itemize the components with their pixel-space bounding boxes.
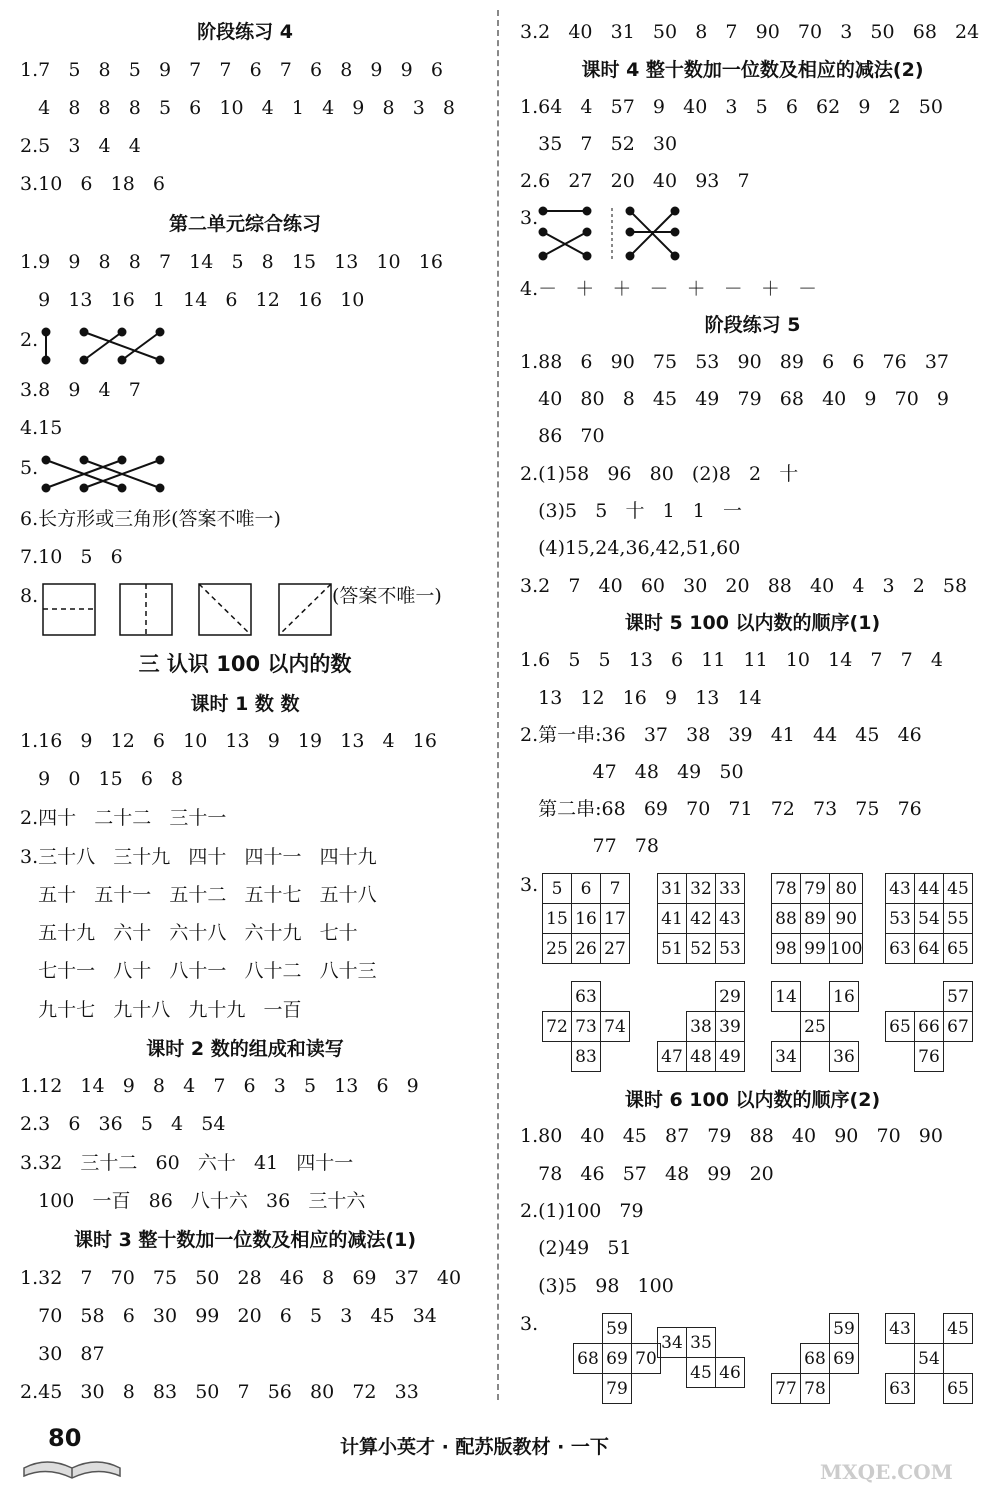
grid-cell: 74	[601, 1012, 630, 1042]
grid-cell	[601, 982, 630, 1012]
grid-cell: 52	[687, 934, 716, 964]
grid-cell	[944, 1344, 973, 1374]
lesson-heading: 课时 6 100 以内数的顺序(2)	[624, 1089, 881, 1111]
answer-line: (2)49 51	[520, 1237, 632, 1259]
grid-cell: 25	[801, 1012, 830, 1042]
answer-line: 3.8 9 4 7	[20, 379, 141, 401]
number-grid	[771, 1313, 859, 1404]
grid-cell: 54	[915, 904, 944, 934]
answer-line: 3.	[520, 1313, 539, 1335]
number-grid	[885, 873, 973, 964]
number-grid	[542, 981, 630, 1072]
grid-cell	[886, 1042, 915, 1072]
answer-line: 78 46 57 48 99 20	[520, 1163, 774, 1185]
grid-cell: 69	[603, 1344, 632, 1374]
number-grid	[657, 873, 745, 964]
grid-cell: 99	[801, 934, 830, 964]
answer-line: 2.(1)58 96 80 (2)8 2 十	[520, 463, 799, 485]
answer-line: 35 7 52 30	[520, 133, 678, 155]
answer-line: 九十七 九十八 九十九 一百	[20, 999, 302, 1021]
page-number: 80	[48, 1424, 82, 1452]
grid-cell: 35	[687, 1328, 716, 1358]
grid-cell: 63	[886, 934, 915, 964]
section-heading: 阶段练习 4	[197, 21, 293, 43]
answer-line: 9 0 15 6 8	[20, 768, 184, 790]
grid-cell: 42	[687, 904, 716, 934]
grid-cell	[543, 982, 572, 1012]
grid-cell: 65	[944, 934, 973, 964]
answer-line: 2.	[20, 329, 39, 351]
footer-title: 计算小英才 · 配苏版教材 · 一下	[340, 1436, 609, 1458]
grid-cell: 49	[716, 1042, 745, 1072]
grid-cell: 100	[830, 934, 863, 964]
grid-cell: 70	[632, 1344, 661, 1374]
grid-cell: 77	[772, 1374, 801, 1404]
answer-line: 77 78	[520, 835, 659, 857]
grid-cell: 98	[772, 934, 801, 964]
grid-cell: 63	[886, 1374, 915, 1404]
grid-cell: 45	[944, 1314, 973, 1344]
answer-line: 86 70	[520, 425, 605, 447]
grid-cell: 72	[543, 1012, 572, 1042]
answer-line: 1.12 14 9 8 4 7 6 3 5 13 6 9	[20, 1075, 419, 1097]
answer-line: 9 13 16 1 14 6 12 16 10	[20, 289, 365, 311]
answer-line: 4.－ ＋ ＋ － ＋ － ＋ －	[520, 278, 817, 300]
grid-cell	[886, 1344, 915, 1374]
grid-cell: 90	[830, 904, 863, 934]
answer-line: 2.5 3 4 4	[20, 135, 141, 157]
grid-cell: 25	[543, 934, 572, 964]
grid-cell: 7	[601, 874, 630, 904]
number-grid	[657, 981, 745, 1072]
grid-cell	[915, 1374, 944, 1404]
answer-line: 3.三十八 三十九 四十 四十一 四十九	[20, 846, 377, 868]
grid-cell	[658, 982, 687, 1012]
answer-line: 3.2 7 40 60 30 20 88 40 4 3 2 58	[520, 575, 968, 597]
lesson-heading: 课时 1 数 数	[190, 693, 300, 715]
grid-cell: 63	[572, 982, 601, 1012]
grid-cell	[801, 982, 830, 1012]
answer-line: 30 87	[20, 1343, 105, 1365]
grid-cell: 55	[944, 904, 973, 934]
grid-cell: 68	[574, 1344, 603, 1374]
answer-note: (答案不唯一)	[332, 585, 442, 607]
grid-cell	[658, 1012, 687, 1042]
grid-cell: 43	[886, 1314, 915, 1344]
page-footer	[0, 1418, 1000, 1487]
answer-line: 40 80 8 45 49 79 68 40 9 70 9	[520, 388, 949, 410]
grid-cell: 39	[716, 1012, 745, 1042]
grid-cell: 76	[915, 1042, 944, 1072]
grid-cell	[658, 1358, 687, 1388]
answer-line: 2.3 6 36 5 4 54	[20, 1113, 226, 1135]
grid-cell: 16	[572, 904, 601, 934]
grid-cell: 6	[572, 874, 601, 904]
grid-cell: 59	[603, 1314, 632, 1344]
grid-cell: 31	[658, 874, 687, 904]
grid-cell: 36	[830, 1042, 859, 1072]
answer-line: 8.	[20, 585, 39, 607]
square-division-diagram	[42, 583, 342, 637]
grid-cell	[944, 1042, 973, 1072]
answer-line: 1.80 40 45 87 79 88 40 90 70 90	[520, 1125, 943, 1147]
grid-cell: 41	[658, 904, 687, 934]
grid-cell	[830, 1374, 859, 1404]
grid-cell: 57	[944, 982, 973, 1012]
answer-line: 1.9 9 8 8 7 14 5 8 15 13 10 16	[20, 251, 443, 273]
answer-line: (3)5 5 十 1 1 一	[520, 500, 742, 522]
grid-cell	[601, 1042, 630, 1072]
grid-cell: 44	[915, 874, 944, 904]
grid-cell: 78	[801, 1374, 830, 1404]
grid-cell: 33	[716, 874, 745, 904]
answer-line: 2.(1)100 79	[520, 1200, 644, 1222]
matching-lines-diagram	[40, 326, 170, 366]
answer-line: 100 一百 86 八十六 36 三十六	[20, 1190, 366, 1212]
grid-cell: 65	[886, 1012, 915, 1042]
answer-line: 第二串:68 69 70 71 72 73 75 76	[520, 798, 922, 820]
number-grid	[885, 1313, 973, 1404]
grid-cell: 16	[830, 982, 859, 1012]
grid-cell	[772, 1012, 801, 1042]
answer-line: 七十一 八十 八十一 八十二 八十三	[20, 960, 377, 982]
answer-line: 7.10 5 6	[20, 546, 123, 568]
answer-line: 4 8 8 8 5 6 10 4 1 4 9 8 3 8	[20, 97, 455, 119]
answer-line: 70 58 6 30 99 20 6 5 3 45 34	[20, 1305, 437, 1327]
number-grid	[573, 1313, 661, 1404]
number-grid	[771, 873, 863, 964]
section-heading: 阶段练习 5	[704, 314, 801, 336]
answer-line: 3.32 三十二 60 六十 41 四十一	[20, 1152, 354, 1174]
answer-line: (4)15,24,36,42,51,60	[520, 537, 741, 559]
grid-cell: 59	[830, 1314, 859, 1344]
grid-cell	[915, 982, 944, 1012]
grid-cell	[830, 1012, 859, 1042]
grid-cell: 34	[772, 1042, 801, 1072]
answer-line: 3.	[520, 874, 539, 896]
grid-cell: 26	[572, 934, 601, 964]
answer-line: 4.15	[20, 417, 63, 439]
answer-line: 1.64 4 57 9 40 3 5 6 62 9 2 50	[520, 96, 943, 118]
answer-line: 2.45 30 8 83 50 7 56 80 72 33	[20, 1381, 419, 1403]
grid-cell: 83	[572, 1042, 601, 1072]
grid-cell	[574, 1374, 603, 1404]
grid-cell: 53	[886, 904, 915, 934]
grid-cell: 45	[944, 874, 973, 904]
lesson-heading: 课时 3 整十数加一位数及相应的减法(1)	[73, 1229, 417, 1251]
grid-cell: 43	[716, 904, 745, 934]
grid-cell	[574, 1314, 603, 1344]
grid-cell: 73	[572, 1012, 601, 1042]
answer-line: 1.6 5 5 13 6 11 11 10 14 7 7 4	[520, 649, 943, 671]
answer-line: 6.长方形或三角形(答案不唯一)	[20, 508, 281, 530]
answer-line: 47 48 49 50	[520, 761, 744, 783]
grid-cell: 29	[716, 982, 745, 1012]
answer-line: 1.7 5 8 5 9 7 7 6 7 6 8 9 9 6	[20, 59, 443, 81]
grid-cell: 32	[687, 874, 716, 904]
answer-line: 2.第一串:36 37 38 39 41 44 45 46	[520, 724, 922, 746]
watermark: MXQE.COM	[820, 1460, 953, 1484]
grid-cell: 5	[543, 874, 572, 904]
grid-cell: 79	[801, 874, 830, 904]
grid-cell: 54	[915, 1344, 944, 1374]
grid-cell: 88	[772, 904, 801, 934]
number-grid	[657, 1327, 745, 1388]
grid-cell: 89	[801, 904, 830, 934]
answer-line: 3.2 40 31 50 8 7 90 70 3 50 68 24	[520, 21, 980, 43]
grid-cell: 45	[687, 1358, 716, 1388]
section-heading: 第二单元综合练习	[168, 213, 321, 235]
grid-cell	[801, 1042, 830, 1072]
grid-cell: 17	[601, 904, 630, 934]
grid-cell: 67	[944, 1012, 973, 1042]
grid-cell: 15	[543, 904, 572, 934]
grid-cell: 80	[830, 874, 863, 904]
lesson-heading: 课时 4 整十数加一位数及相应的减法(2)	[581, 59, 924, 81]
answer-line: 五十 五十一 五十二 五十七 五十八	[20, 884, 377, 906]
grid-cell: 65	[944, 1374, 973, 1404]
grid-cell: 69	[830, 1344, 859, 1374]
grid-cell: 51	[658, 934, 687, 964]
grid-cell	[801, 1314, 830, 1344]
lesson-heading: 课时 5 100 以内数的顺序(1)	[624, 612, 881, 634]
grid-cell: 79	[603, 1374, 632, 1404]
grid-cell: 47	[658, 1042, 687, 1072]
answer-line: 2.四十 二十二 三十一	[20, 807, 227, 829]
answer-line: 1.88 6 90 75 53 90 89 6 6 76 37	[520, 351, 949, 373]
answer-line: 五十九 六十 六十八 六十九 七十	[20, 922, 358, 944]
answer-line: 1.32 7 70 75 50 28 46 8 69 37 40	[20, 1267, 462, 1289]
number-grid	[542, 873, 630, 964]
grid-cell: 43	[886, 874, 915, 904]
matching-lines-diagram	[537, 206, 687, 262]
grid-cell: 38	[687, 1012, 716, 1042]
grid-cell	[886, 982, 915, 1012]
grid-cell: 53	[716, 934, 745, 964]
grid-cell: 14	[772, 982, 801, 1012]
answer-line: 2.6 27 20 40 93 7	[520, 170, 750, 192]
answer-line: 1.16 9 12 6 10 13 9 19 13 4 16	[20, 730, 437, 752]
answer-line: (3)5 98 100	[520, 1275, 674, 1297]
grid-cell: 34	[658, 1328, 687, 1358]
unit-heading: 三 认识 100 以内的数	[138, 652, 352, 676]
grid-cell: 27	[601, 934, 630, 964]
grid-cell	[915, 1314, 944, 1344]
grid-cell: 66	[915, 1012, 944, 1042]
matching-lines-diagram	[40, 454, 170, 494]
grid-cell	[716, 1328, 745, 1358]
grid-cell: 64	[915, 934, 944, 964]
grid-cell	[687, 982, 716, 1012]
grid-cell: 68	[801, 1344, 830, 1374]
grid-cell: 48	[687, 1042, 716, 1072]
answer-line: 3.	[520, 207, 539, 229]
grid-cell: 78	[772, 874, 801, 904]
grid-cell: 46	[716, 1358, 745, 1388]
answer-line: 13 12 16 9 13 14	[520, 687, 762, 709]
answer-line: 5.	[20, 457, 39, 479]
answer-line: 3.10 6 18 6	[20, 173, 166, 195]
grid-cell	[772, 1314, 801, 1344]
grid-cell	[543, 1042, 572, 1072]
grid-cell	[772, 1344, 801, 1374]
number-grid	[885, 981, 973, 1072]
lesson-heading: 课时 2 数的组成和读写	[146, 1038, 344, 1060]
number-grid	[771, 981, 859, 1072]
column-divider	[497, 10, 499, 1400]
